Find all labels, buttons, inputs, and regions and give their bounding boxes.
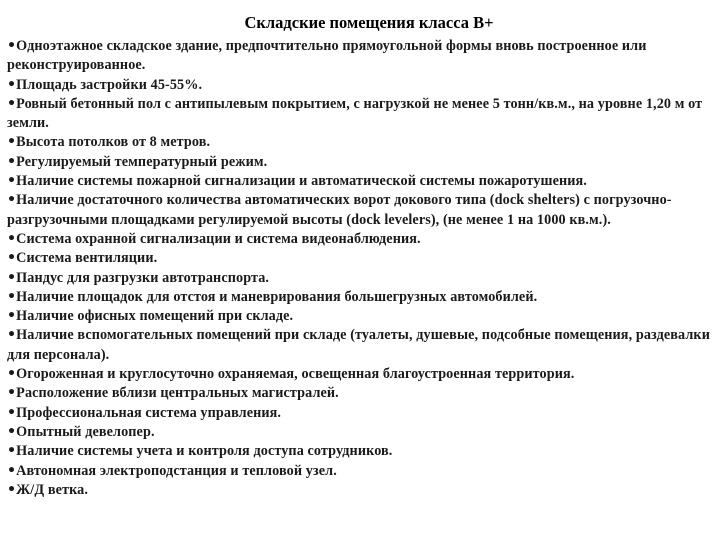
list-item-text: Наличие достаточного количества автоматических ворот докового типа (dock shelters) с погрузочно-разгрузочными площадками регулируемой высоты (dock levelers), (не менее 1 на 1000 кв.м.).: [7, 192, 672, 228]
list-item: [7, 95, 715, 134]
list-item-text: Одноэтажное складское здание, предпочтительно прямоугольной формы вновь построенное или реконструированное.: [7, 38, 647, 74]
list-item: [7, 404, 715, 423]
bullet-icon: •: [7, 230, 17, 247]
list-item: [7, 288, 715, 307]
page-title: Складские помещения класса В+: [244, 13, 494, 32]
requirements-list: [7, 37, 715, 500]
list-item-text: Система вентиляции.: [16, 250, 158, 267]
list-item-text: Наличие системы учета и контроля доступа сотрудников.: [16, 443, 393, 460]
list-item-text: Пандус для разгрузки автотранспорта.: [16, 269, 270, 286]
bullet-icon: •: [7, 443, 17, 460]
bullet-icon: •: [7, 95, 17, 112]
bullet-icon: •: [7, 462, 17, 479]
bullet-icon: •: [7, 250, 17, 267]
bullet-icon: •: [7, 76, 17, 93]
bullet-icon: •: [7, 366, 17, 383]
list-item-text: Наличие вспомогательных помещений при складе (туалеты, душевые, подсобные помещения, раздевалки для персонала).: [7, 327, 710, 363]
list-item: [7, 384, 715, 403]
list-item: [7, 307, 715, 326]
bullet-icon: •: [7, 288, 17, 305]
bullet-icon: •: [7, 423, 17, 440]
list-item-text: Опытный девелопер.: [16, 423, 155, 440]
list-item: [7, 462, 715, 481]
bullet-icon: •: [7, 404, 17, 421]
list-item: [7, 191, 715, 230]
list-item: [7, 423, 715, 442]
bullet-icon: •: [7, 153, 17, 170]
list-item-text: Огороженная и круглосуточно охраняемая, освещенная благоустроенная территория.: [16, 366, 575, 383]
list-item-text: Ж/Д ветка.: [16, 481, 88, 498]
list-item-text: Площадь застройки 45-55%.: [16, 76, 203, 93]
list-item-text: Профессиональная система управления.: [16, 404, 282, 421]
list-item: [7, 326, 715, 365]
list-item-text: Автономная электроподстанция и тепловой узел.: [16, 462, 337, 479]
bullet-icon: •: [7, 134, 17, 151]
list-item-text: Наличие системы пожарной сигнализации и автоматической системы пожаротушения.: [16, 173, 587, 190]
list-item: [7, 172, 715, 191]
bullet-icon: •: [7, 481, 17, 498]
bullet-icon: •: [7, 385, 17, 402]
list-item-text: Высота потолков от 8 метров.: [16, 134, 211, 151]
list-item: [7, 37, 715, 76]
list-item: [7, 481, 715, 500]
bullet-icon: •: [7, 269, 17, 286]
list-item: [7, 230, 715, 249]
list-item-text: Система охранной сигнализации и система видеонаблюдения.: [16, 230, 421, 247]
list-item: [7, 133, 715, 152]
list-item-text: Ровный бетонный пол с антипылевым покрытием, с нагрузкой не менее 5 тонн/кв.м., на уровне 1,20 м от земли.: [7, 95, 703, 132]
bullet-icon: •: [7, 327, 17, 344]
list-item: [7, 269, 715, 288]
list-item: [7, 365, 715, 384]
list-item: [7, 442, 715, 461]
list-item-text: Регулируемый температурный режим.: [16, 153, 268, 170]
bullet-icon: •: [7, 308, 17, 325]
bullet-icon: •: [7, 192, 17, 209]
list-item-text: Наличие офисных помещений при складе.: [16, 308, 294, 325]
list-item: [7, 249, 715, 268]
bullet-icon: •: [7, 38, 17, 54]
list-item: [7, 76, 715, 95]
bullet-icon: •: [7, 173, 17, 190]
list-item-text: Расположение вблизи центральных магистралей.: [16, 385, 339, 402]
list-item: [7, 153, 715, 172]
list-item-text: Наличие площадок для отстоя и маневрирования большегрузных автомобилей.: [16, 288, 538, 305]
